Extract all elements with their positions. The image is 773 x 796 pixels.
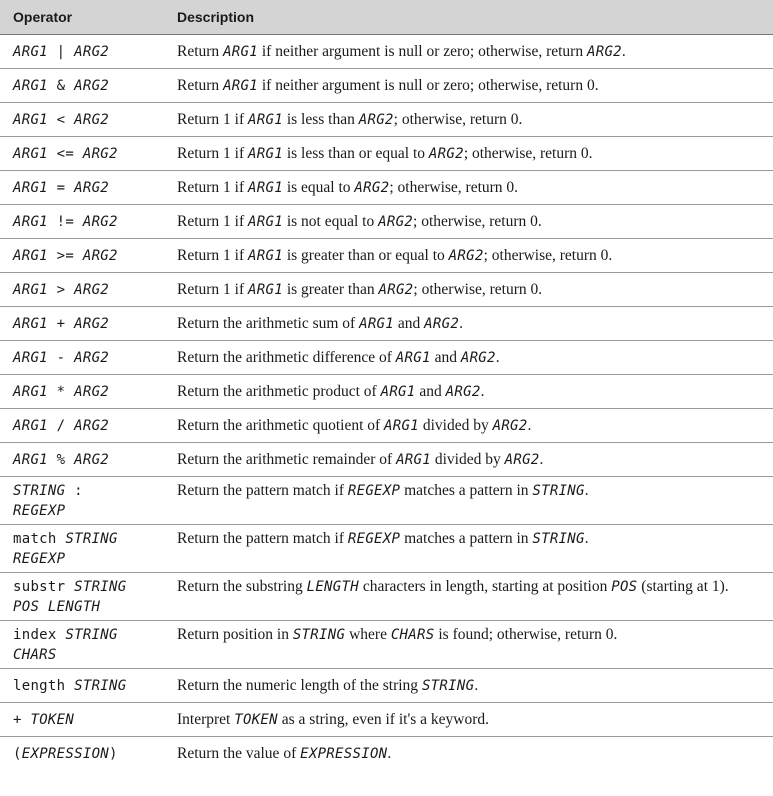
description-text: Return [177, 76, 224, 94]
operator-argument: ARG2 [82, 213, 118, 230]
description-text: is not equal to [282, 212, 379, 230]
description-argument: ARG1 [223, 77, 258, 94]
description-cell [164, 137, 773, 171]
description-text: Return position in [177, 626, 293, 643]
operator-symbol: % [47, 451, 75, 468]
operator-symbol: + [13, 711, 31, 728]
description-text: and [394, 314, 425, 332]
operator-cell [0, 307, 164, 341]
table-row [0, 703, 773, 737]
description-text: and [415, 382, 446, 400]
description-argument: STRING [532, 483, 585, 499]
operator-argument: ARG1 [13, 43, 48, 60]
description-argument: ARG2 [586, 43, 622, 60]
description-cell [164, 205, 773, 239]
description-cell [164, 703, 773, 737]
operator-symbol: - [47, 349, 75, 366]
table-row [0, 669, 773, 703]
description-text: . [584, 482, 589, 499]
operator-argument: ARG1 [13, 111, 48, 128]
description-text: ; otherwise, return 0. [389, 178, 519, 196]
operator-argument: ARG2 [82, 247, 118, 264]
description-text: Return 1 if [177, 212, 249, 230]
description-cell [164, 239, 773, 273]
description-text: if neither argument is null or zero; otherwise, return [257, 42, 587, 60]
description-argument: ARG1 [380, 383, 416, 400]
description-text: Return 1 if [177, 110, 249, 128]
description-argument: ARG1 [248, 247, 283, 264]
description-argument: ARG1 [395, 349, 431, 366]
operator-cell [0, 443, 164, 477]
operator-argument: STRING [13, 482, 66, 499]
description-cell [164, 69, 773, 103]
description-argument: ARG1 [248, 281, 283, 298]
description-text: Return the arithmetic product of [177, 382, 381, 400]
description-argument: ARG2 [354, 179, 390, 196]
description-text: is less than or equal to [282, 144, 429, 162]
description-cell [164, 669, 773, 703]
header-operator: Operator [0, 0, 164, 35]
operator-symbol: & [47, 77, 75, 94]
operator-cell [0, 375, 164, 409]
header-row [0, 0, 773, 35]
description-text: Return the substring [177, 578, 307, 595]
table-row [0, 205, 773, 239]
description-text: (starting at 1). [637, 578, 729, 595]
operator-argument: ARG2 [74, 77, 110, 94]
table-row [0, 137, 773, 171]
operator-argument: ARG1 [13, 247, 48, 264]
description-text: characters in length, starting at position [358, 578, 612, 595]
description-argument: ARG1 [384, 417, 419, 434]
description-cell [164, 621, 773, 669]
description-text: is found; otherwise, return 0. [434, 626, 618, 643]
table-row [0, 525, 773, 573]
table-row [0, 409, 773, 443]
operator-symbol: substr [13, 578, 75, 595]
description-argument: ARG2 [504, 451, 540, 468]
description-cell [164, 443, 773, 477]
table-row [0, 103, 773, 137]
description-cell [164, 737, 773, 771]
operator-symbol: ( [13, 745, 22, 762]
description-cell [164, 103, 773, 137]
description-text: ; otherwise, return 0. [463, 144, 593, 162]
table-row [0, 737, 773, 771]
description-text: if neither argument is null or zero; otherwise, return 0. [257, 76, 599, 94]
operator-cell [0, 621, 164, 669]
description-cell [164, 341, 773, 375]
description-argument: ARG1 [248, 179, 283, 196]
operator-cell [0, 273, 164, 307]
operator-cell [0, 703, 164, 737]
description-cell [164, 273, 773, 307]
operator-argument: ARG1 [13, 179, 48, 196]
operator-argument: ARG2 [74, 179, 110, 196]
operator-cell [0, 737, 164, 771]
operator-symbol: != [47, 213, 83, 230]
description-text: as a string, even if it's a keyword. [277, 710, 490, 728]
operator-symbol: / [47, 417, 75, 434]
header-description: Description [164, 0, 773, 35]
operator-argument: ARG1 [13, 281, 48, 298]
operator-symbol: > [47, 281, 75, 298]
description-argument: ARG1 [248, 111, 283, 128]
operator-symbol: match [13, 530, 66, 547]
description-cell [164, 35, 773, 69]
description-text: . [539, 450, 544, 468]
description-argument: ARG2 [448, 247, 484, 264]
table-row [0, 573, 773, 621]
description-text: is greater than [282, 280, 379, 298]
description-argument: ARG1 [396, 451, 431, 468]
description-argument: STRING [292, 627, 346, 643]
operator-cell [0, 409, 164, 443]
operator-argument: ARG1 [13, 349, 48, 366]
description-text: . [584, 530, 589, 547]
description-argument: LENGTH [306, 579, 359, 595]
description-text: Return 1 if [177, 144, 249, 162]
description-cell [164, 171, 773, 205]
description-cell [164, 573, 773, 621]
description-text: . [495, 348, 500, 366]
description-text: Return 1 if [177, 280, 249, 298]
operator-argument: ARG2 [74, 315, 110, 332]
description-argument: STRING [532, 531, 585, 547]
description-argument: EXPRESSION [300, 745, 388, 762]
operator-symbol: >= [47, 247, 83, 264]
table-row [0, 621, 773, 669]
table-row [0, 273, 773, 307]
operator-symbol: | [47, 43, 75, 60]
description-argument: ARG2 [492, 417, 528, 434]
table-row [0, 35, 773, 69]
operator-argument: ARG2 [74, 383, 110, 400]
description-argument: ARG1 [248, 145, 283, 162]
table-row [0, 443, 773, 477]
description-cell [164, 477, 773, 525]
operator-argument: EXPRESSION [21, 745, 110, 762]
description-text: ; otherwise, return 0. [413, 212, 542, 230]
description-argument: ARG2 [428, 145, 464, 162]
description-argument: ARG2 [445, 383, 481, 400]
operator-argument: ARG1 [13, 145, 48, 162]
description-argument: CHARS [390, 627, 435, 643]
description-text: . [474, 676, 479, 694]
description-argument: ARG1 [248, 213, 283, 230]
operator-symbol: : [74, 482, 83, 499]
operator-argument: ARG2 [82, 145, 118, 162]
description-argument: POS [611, 579, 638, 595]
operator-symbol: length [13, 677, 75, 694]
operator-argument: ARG2 [74, 43, 110, 60]
operator-cell [0, 477, 164, 525]
description-text: . [621, 42, 626, 60]
description-text: . [480, 382, 485, 400]
operator-argument: ARG1 [13, 383, 48, 400]
operator-argument: ARG1 [13, 451, 48, 468]
table-row [0, 69, 773, 103]
description-argument: ARG2 [424, 315, 460, 332]
operator-cell [0, 341, 164, 375]
description-argument: ARG2 [358, 111, 394, 128]
description-argument: ARG2 [460, 349, 496, 366]
description-cell [164, 409, 773, 443]
operator-symbol: = [47, 179, 75, 196]
operator-argument: STRING [65, 530, 118, 547]
operator-symbol: + [47, 315, 75, 332]
operator-cell [0, 525, 164, 573]
description-text: . [459, 314, 463, 332]
table-row [0, 171, 773, 205]
description-text: ; otherwise, return 0. [413, 280, 543, 298]
description-text: Return 1 if [177, 178, 249, 196]
operator-symbol: index [13, 626, 66, 643]
description-text: Return the arithmetic remainder of [177, 450, 397, 468]
description-argument: TOKEN [234, 711, 278, 728]
table-row [0, 375, 773, 409]
table-body [0, 35, 773, 771]
operator-argument: ARG1 [13, 77, 48, 94]
operator-cell [0, 171, 164, 205]
description-argument: REGEXP [347, 483, 401, 499]
operator-argument: REGEXP [13, 550, 66, 567]
operator-cell [0, 239, 164, 273]
description-argument: STRING [421, 677, 475, 694]
description-argument: REGEXP [347, 531, 401, 547]
table-row [0, 307, 773, 341]
operator-argument: ARG1 [13, 417, 48, 434]
operator-argument: ARG1 [13, 315, 48, 332]
operator-symbol: < [47, 111, 75, 128]
description-text: Interpret [177, 710, 235, 728]
description-argument: ARG1 [359, 315, 395, 332]
operator-cell [0, 669, 164, 703]
description-text: and [430, 348, 461, 366]
table-row [0, 341, 773, 375]
description-text: matches a pattern in [400, 482, 533, 499]
description-text: matches a pattern in [400, 530, 533, 547]
description-text: Return the arithmetic sum of [177, 314, 360, 332]
description-argument: ARG1 [223, 43, 258, 60]
description-text: Return the pattern match if [177, 482, 348, 499]
operator-argument: CHARS [13, 646, 57, 663]
description-text: ; otherwise, return 0. [393, 110, 523, 128]
operator-argument: ARG2 [74, 281, 110, 298]
description-text: Return the pattern match if [177, 530, 348, 547]
description-text: divided by [418, 416, 493, 434]
table-row [0, 239, 773, 273]
description-text: . [527, 416, 532, 434]
description-text: Return [177, 42, 224, 60]
description-text: is equal to [282, 178, 355, 196]
description-text: divided by [431, 450, 505, 468]
operator-argument: ARG1 [13, 213, 48, 230]
operator-symbol: <= [47, 145, 83, 162]
description-text: . [387, 744, 392, 762]
description-text: Return the numeric length of the string [177, 676, 422, 694]
description-text: is less than [282, 110, 359, 128]
operator-cell [0, 573, 164, 621]
operator-cell [0, 103, 164, 137]
description-cell [164, 525, 773, 573]
operator-argument: REGEXP [13, 502, 66, 519]
description-text: is greater than or equal to [282, 246, 449, 264]
description-argument: ARG2 [378, 281, 414, 298]
table-row [0, 477, 773, 525]
description-text: where [345, 626, 391, 643]
description-text: Return the arithmetic difference of [177, 348, 396, 366]
operator-argument: ARG2 [74, 451, 110, 468]
operator-cell [0, 69, 164, 103]
operator-argument: ARG2 [74, 111, 110, 128]
description-cell [164, 307, 773, 341]
operator-argument: STRING [74, 677, 127, 694]
description-text: Return 1 if [177, 246, 249, 264]
operator-argument: POS LENGTH [13, 598, 101, 615]
description-text: Return the value of [177, 744, 301, 762]
operator-argument: STRING [74, 578, 127, 595]
operator-cell [0, 35, 164, 69]
operator-argument: STRING [65, 626, 118, 643]
description-cell [164, 375, 773, 409]
description-text: ; otherwise, return 0. [483, 246, 613, 264]
operator-cell [0, 137, 164, 171]
operator-argument: TOKEN [30, 711, 75, 728]
operator-cell [0, 205, 164, 239]
operator-argument: ARG2 [74, 417, 110, 434]
operator-symbol: * [47, 383, 75, 400]
operator-argument: ARG2 [74, 349, 110, 366]
description-text: Return the arithmetic quotient of [177, 416, 385, 434]
description-argument: ARG2 [378, 213, 414, 230]
operator-symbol: ) [109, 745, 118, 762]
